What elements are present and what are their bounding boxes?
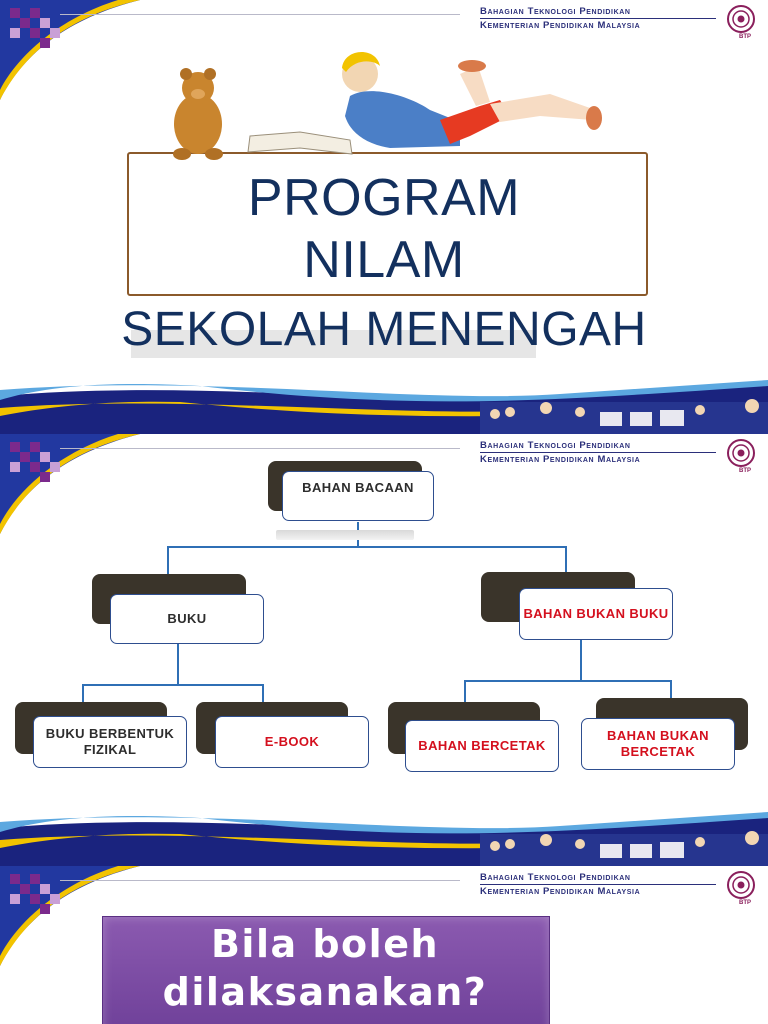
node-root-label: BAHAN BACAAN bbox=[282, 471, 434, 521]
slide-question bbox=[0, 866, 768, 1024]
title-line-3: SEKOLAH MENENGAH bbox=[121, 303, 647, 356]
title-line-1: PROGRAM bbox=[247, 169, 521, 227]
org-line-1: Bahagian Teknologi Pendidikan bbox=[480, 872, 631, 883]
logo-caption: BTP bbox=[739, 900, 751, 906]
connector bbox=[464, 680, 672, 682]
checker-pattern bbox=[10, 874, 62, 914]
node-bahan-bukan-bercetak-label: BAHAN BUKAN BERCETAK bbox=[581, 718, 735, 770]
btp-logo-icon bbox=[726, 870, 756, 900]
node-bahan-bercetak-label: BAHAN BERCETAK bbox=[405, 720, 559, 772]
org-line-2: Kementerian Pendidikan Malaysia bbox=[480, 886, 641, 897]
org-line-2: Kementerian Pendidikan Malaysia bbox=[480, 454, 641, 465]
footer-band bbox=[0, 810, 768, 866]
header-rule bbox=[60, 448, 460, 449]
node-ebook-label: E-BOOK bbox=[215, 716, 369, 768]
slide-title bbox=[0, 0, 768, 434]
node-bahan-bukan-buku-label: BAHAN BUKAN BUKU bbox=[519, 588, 673, 640]
connector bbox=[82, 684, 264, 686]
question-line-2: dilaksanakan? bbox=[162, 970, 488, 1014]
org-line-2: Kementerian Pendidikan Malaysia bbox=[480, 20, 641, 31]
org-line-1: Bahagian Teknologi Pendidikan bbox=[480, 440, 631, 451]
reading-boy-icon bbox=[342, 52, 602, 148]
org-branding bbox=[480, 6, 716, 31]
header-rule bbox=[60, 14, 460, 15]
node-buku-fizikal-label: BUKU BERBENTUK FIZIKAL bbox=[33, 716, 187, 768]
checker-pattern bbox=[10, 442, 62, 482]
connector bbox=[262, 684, 264, 702]
teddy-bear-icon bbox=[173, 68, 223, 160]
connector bbox=[177, 642, 179, 686]
node-buku-label: BUKU bbox=[110, 594, 264, 644]
org-branding bbox=[480, 440, 716, 465]
logo-caption: BTP bbox=[739, 468, 751, 474]
connector bbox=[580, 638, 582, 680]
logo-caption: BTP bbox=[739, 34, 751, 40]
org-line-1: Bahagian Teknologi Pendidikan bbox=[480, 6, 631, 17]
title-line-2: NILAM bbox=[303, 231, 465, 289]
slide-concept-tree bbox=[0, 434, 768, 866]
connector bbox=[464, 680, 466, 702]
footer-band bbox=[0, 378, 768, 434]
question-line-1: Bila boleh bbox=[210, 922, 440, 966]
connector bbox=[167, 546, 169, 574]
connector bbox=[565, 546, 567, 574]
btp-logo-icon bbox=[726, 4, 756, 34]
checker-pattern bbox=[10, 8, 62, 48]
reading-child-illustration bbox=[160, 36, 610, 166]
connector bbox=[167, 546, 567, 548]
header-rule bbox=[60, 880, 460, 881]
btp-logo-icon bbox=[726, 438, 756, 468]
org-branding bbox=[480, 872, 716, 897]
connector bbox=[82, 684, 84, 702]
